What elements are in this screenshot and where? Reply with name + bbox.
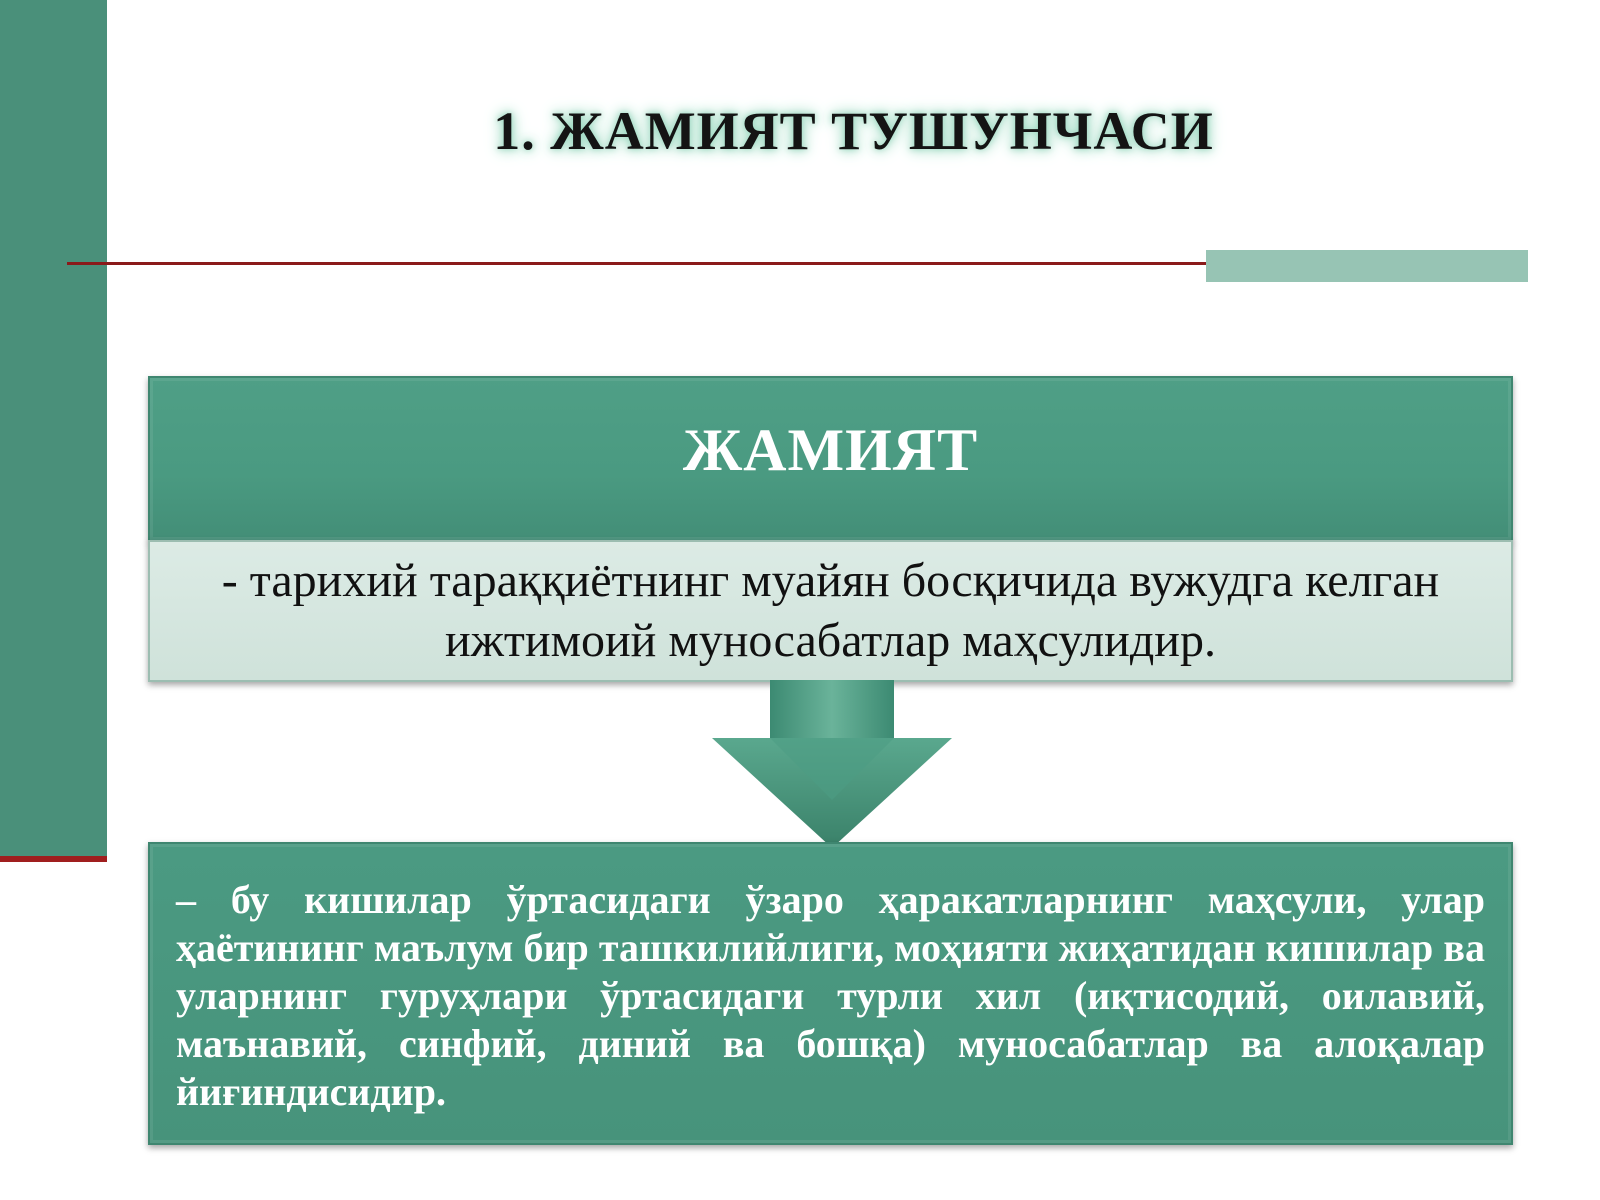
society-header-label: ЖАМИЯТ	[682, 416, 979, 483]
description-box	[148, 842, 1513, 1145]
definition-box	[148, 540, 1513, 682]
definition-text: - тарихий тараққиётнинг муайян босқичида вужудга келган ижтимоий муносабатлар маҳсулидир.	[221, 554, 1440, 667]
description-text: – бу кишилар ўртасидаги ўзаро ҳаракатларнинг маҳсули, улар ҳаётининг маълум бир ташкилийлиги, моҳияти жиҳатидан кишилар ва уларнинг гуруҳлари ўртасидаги турли хил (иқтисодий, оилавий, маънавий, синфий, диний ва бошқа) муносабатлар ва алоқалар йиғиндисидир.	[176, 877, 1485, 1114]
title-divider-accent	[1206, 250, 1528, 282]
society-header-box	[148, 376, 1513, 542]
slide-title: 1. ЖАМИЯТ ТУШУНЧАСИ	[493, 101, 1214, 161]
down-arrow-icon	[712, 680, 952, 850]
left-accent-red-strip	[0, 856, 107, 862]
